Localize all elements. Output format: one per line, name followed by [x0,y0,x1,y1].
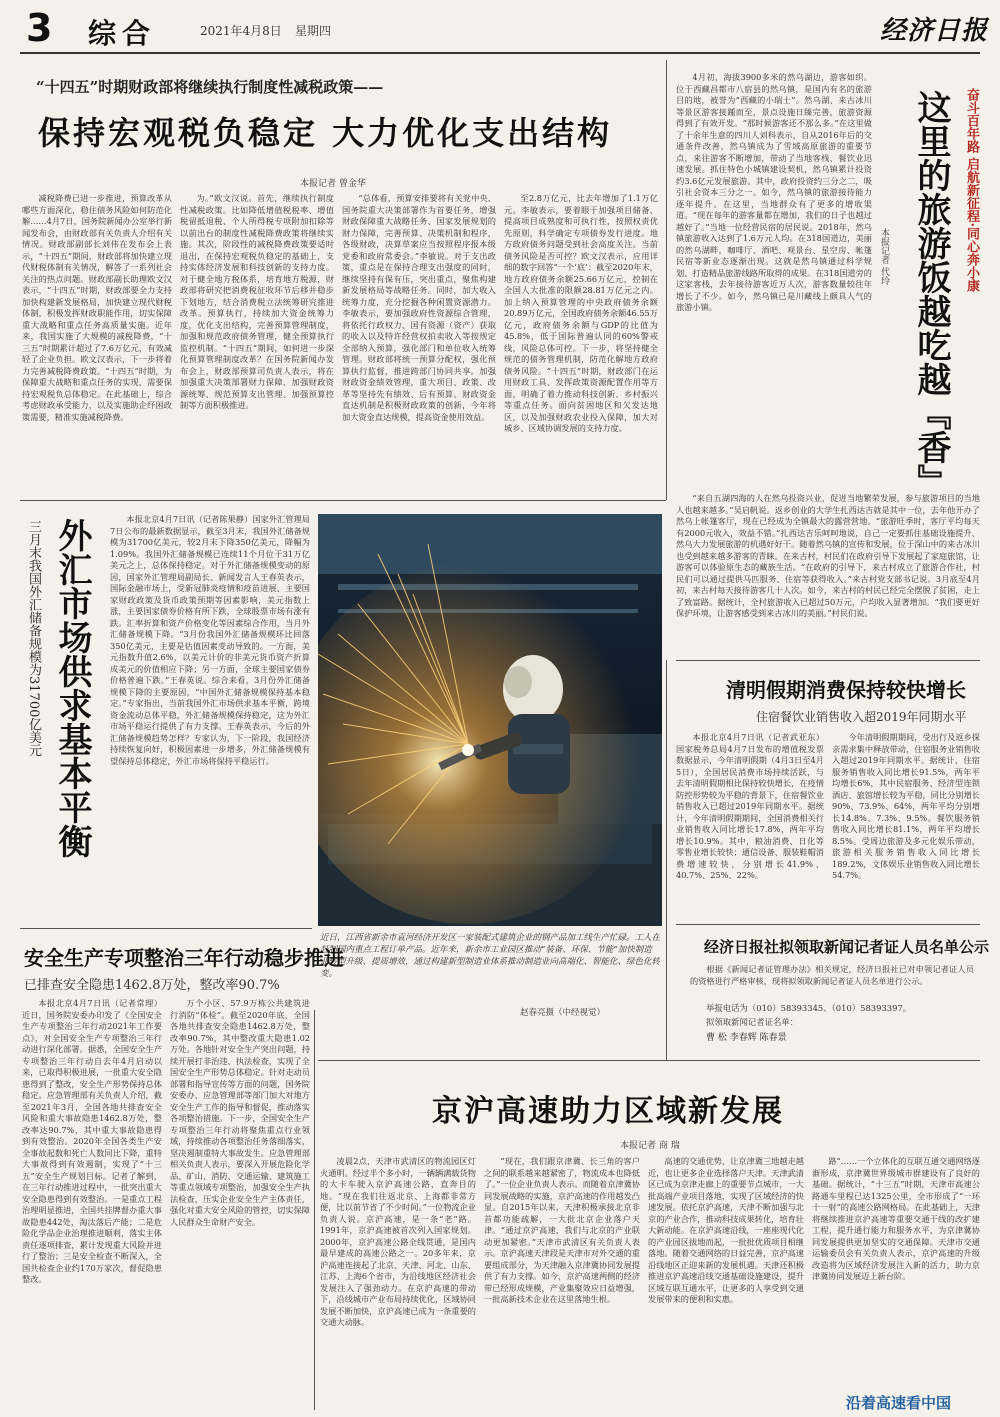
notice-headline: 经济日报社拟领取新闻记者证人员名单公示 [704,938,990,956]
safety-top-rule [20,928,312,929]
notice-phone: 举报电话为（010）58393345、（010）58393397。 [706,1003,912,1013]
center-right-divider [666,660,667,1060]
lead-byline: 本报记者 曾金华 [300,179,366,189]
highway-top-rule [318,1060,980,1061]
lead-column-3: “总体看，预算安排要将有关党中央、国务院重大决策部署作为首要任务，增强财政保障重大战略任务、国家发展规划的财力保障，完善预算、决策机制和程序，各级财政，决算草案应当按照程序报本级党委和政府常委会。”李敏说。对于支出政策，重点是在保持合理支出强度的同时，继续坚持有保有压，突出重点，聚焦构建新发展格局等战略任务。同时，加大收入统筹力度，充分挖掘各种闲置资源潜力。李敏表示，要加强政府性资源综合管理，将依托行政权力、国有资源（资产）获取的收入以及特许经营权拍卖收入等按规定全部纳入预算，强化部门和单位收入统筹管理。财政部将统一预算分配权，强化预算执行监督，推进跨部门协同共享。加强财政资金绩效管理，重大项目、政策、改革等坚持先有绩效、后有预算。财政资金直达机制是积极财政政策的创新，今年将加大资金直达规模，提高资金使用效益。 [342,193,496,422]
lead-column-1: 减税降费已进一步推进，预算改革从哪些方面深化，稳住债务风险如何防范化解……4月7日，国务院新闻办公室举行新闻发布会，由财政部有关负责人介绍有关情况。财政部副部长刘伟在发布会上表示，“十四五”期间，财政部将加快建立现代财税体制有关情况，解答了一系列社会关注的热点问题。财政部副长助理欧文汉表示，“十四五”时期，财政部要全力支持加快构建新发展格局，加快建立现代财税体制，积极发挥财政职能作用，切实保障重大战略和重点任务高质量实施。近年来，我国实施了大规模的减税降费，“十三五”时期累计超过了7.6万亿元，有效减轻了企业负担。欧文汉表示，下一步将着力完善减税降费政策。“十四五”时期，为保障重大战略和重点任务的实现，需要保持宏观税负总体稳定。在此基础上，综合考虑财政承受能力，以及实施助企纾困政策需要，精准实施减税降费。 [22,193,172,422]
lead-right-divider [666,60,667,500]
safety-right-divider [314,1010,315,1410]
tourism-headline: 清明假期消费保持较快增长 [726,678,966,702]
feature-headline: 这里的旅游饭越吃越『香』 [911,90,951,498]
lead-bottom-rule [20,500,666,501]
feature-byline: 本报记者 代玲 [879,228,889,285]
series-title: 奋斗百年路 启航新征程·同心奔小康 [964,88,979,293]
notice-list-label: 拟领取新闻记者证名单： [706,1017,799,1027]
safety-headline: 安全生产专项整治三年行动稳步推进 [24,946,344,970]
masthead-rule [20,52,980,54]
highway-column-1: 凌晨2点，天津市武清区的物流园区灯火通明。经过半个多小时，一辆辆满载货物的大卡车驶入京沪高速公路，直奔目的地。“现在我们往返北京、上海都非常方便，比以前节省了不少时间。”一位物流企业负责人说。京沪高速，是一条“老”路。1991年，京沪高速被首次列入国家规划。2000年，京沪高速公路全线贯通，是国内最早建成的高速公路之一。20多年来，京沪高速连接起了北京、天津、河北、山东、江苏、上海6个省市，为沿线地区经济社会发展注入了强劲动力。在京沪高速的带动下，沿线城市产业布局持续优化，区域协同发展不断加快，京沪高速已成为一条重要的交通大动脉。 [320,1156,476,1327]
highway-column-3: 高速的交通优势，让京津冀三地越走越近，也让更多企业选择落户天津。天津武清区已成为京津走廊上的重要节点城市，一大批高端产业项目落地，实现了区域经济的快速发展。依托京沪高速，天津不断加强与北京的产业合作，推动科技成果转化，培育壮大新动能。在京沪高速沿线，一座座现代化的产业园区拔地而起，一批批优质项目相继落地。随着交通网络的日益完善，京沪高速沿线地区正迎来新的发展机遇。天津还积极推进京沪高速沿线交通基础设施建设，提升区域互联互通水平，让更多的人享受到交通发展带来的便利和实惠。 [648,1156,804,1304]
newspaper-logo: 经济日报 [880,16,989,46]
lead-headline: 保持宏观税负稳定 大力优化支出结构 [38,114,613,152]
tourism-subtitle: 住宿餐饮业销售收入超2019年同期水平 [756,710,967,724]
notice-body: 根据《新闻记者证管理办法》相关规定，经济日报社已对申领记者证人员的资格进行严格审核，现将拟领取新闻记者证人员名单进行公示。 [690,964,974,986]
tourism-column-1: 本报北京4月7日讯（记者武亚东）国家税务总局4月7日发布的增值税发票数据显示，今年清明假期（4月3日至4月5日），全国居民消费市场持续活跃，与去年清明假期相比保持较快增长，在疫情防控形势较为平稳的背景下，住宿餐饮业销售收入已超过2019年同期水平。据统计，今年清明假期期间，全国消费相关行业销售收入同比增长17.8%，两年平均增长10.9%。其中，粮油消费、日化等零售业增长较快；通信设备、服装鞋帽消费增速较快，分别增长41.9%、40.7%、25%、22%。 [676,732,824,880]
weekday: 星期四 [295,24,332,38]
safety-column-2: 万个小区、57.9万栋公共建筑进行消防“体检”。截至2020年底，全国各地共排查安全隐患1462.8万处，整改率90.7%，其中整改重大隐患1.02万处。各地针对安全生产突出问题，持续开展打非治违、执法检查，实现了全国安全生产形势总体稳定。针对走动员部署和指导宣传等方面的问题，国务院安委办、应急管理部等部门加大对地方安全生产工作的指导和督促，推动落实各项整治措施。下一步，全国安全生产专项整治三年行动将聚焦重点行业领域，持续推动各项整治任务落细落实，坚决遏制重特大事故发生。应急管理部相关负责人表示，要深入开展危险化学品、矿山、消防、交通运输、建筑施工等重点领域专项整治，加强安全生产执法检查，压实企业安全生产主体责任，强化对重大安全风险的管控，切实保障人民群众生命财产安全。 [170,998,310,1227]
photo-credit: 赵春亮摄（中经视觉） [520,1008,606,1018]
forex-subtitle: 三月末我国外汇储备规模为31700亿美元 [26,520,41,757]
highway-series-banner: 沿着高速看中国 [846,1394,952,1412]
safety-subtitle: 已排查安全隐患1462.8万处，整改率90.7% [24,978,280,993]
lead-column-4: 至2.8万亿元，比去年增加了1.1万亿元。李敏表示，要着眼于加强项目储备、提高项目成熟度和可执行性，按照权责优先原则，科学确定专项债券发行进度。地方政府债务问题受到社会高度关注。当前债务风险是否可控？欧文汉表示，应用详细的数字回答“一个‘底’：截至2020年末，地方政府债务余额25.66万亿元，控制在全国人大批准的限额28.81万亿元之内。加上纳入预算管理的中央政府债务余额20.89万亿元，全国政府债务余额46.55万亿元，政府债务余额与GDP的比值为45.8%，低于国际普遍认同的60%警戒线，风险总体可控。下一步，将坚持健全规范的债务管理机制，防范化解地方政府债务风险。“十四五”时期，财政部门在运用财政工具、发挥政策资源配置作用等方面，明确了着力推动科技创新、乡村振兴等重点任务。面向贫困地区和欠发达地区，以及加强财政农业投入保障，加大对城乡、区域协调发展的支持力度。 [504,193,658,433]
forex-body: 本报北京4月7日讯（记者陈果静）国家外汇管理局7日公布的最新数据显示，截至3月末，我国外汇储备规模为31700亿美元，较2月末下降350亿美元，降幅为1.09%。我国外汇储备规模已连续11个月位于31万亿美元之上，总体保持稳定。对于外汇储备规模变动的原因，国家外汇管理局副局长、新闻发言人王春英表示，国际金融市场上，受新冠肺炎疫情和疫苗进展、主要国家财政政策及货币政策预期等因素影响，美元指数上涨，主要国家债券价格有所下跌，全球股票市场有涨有跌。汇率折算和资产价格变化等因素综合作用，当月外汇储备规模下降。“3月份我国外汇储备规模环比回落350亿美元，主要是估值因素变动导致的。一方面，美元指数升值2.6%，以美元计价的非美元货币资产折算成美元的价值相应下降；另一方面，全球主要国家债券价格普遍下跌。”王春英说。综合来看，3月份外汇储备规模下降的主要原因，“中国外汇储备规模保持基本稳定。”专家指出，当前我国外汇市场供求基本平衡，跨境资金流动总体平稳，外汇储备规模保持稳定，这为外汇市场平稳运行提供了有力支撑。王春英表示，今后的外汇储备规模趋势怎样？专家认为，下一阶段，我国经济持续恢复向好，积极因素进一步增多，外汇储备规模有望保持总体稳定，外汇市场将保持平稳运行。 [110,514,310,766]
photo-welding-worker [318,514,662,926]
masthead [0,0,1000,50]
highway-column-4: 路”……一个立体化的互联互通交通网络逐渐形成，京津冀世界级城市群建设有了良好的基础。据统计，“十三五”时期，天津市高速公路通车里程已达1325公里，全市形成了“一环十一射”的高速公路网格局。在此基础上，天津将继续推进京沪高速等重要交通干线的改扩建工程，提升通行能力和服务水平，为京津冀协同发展提供更加坚实的交通保障。天津市交通运输委员会有关负责人表示，京沪高速的升级改造将为区域经济发展注入新的活力，助力京津冀协同发展迈上新台阶。 [812,1156,980,1281]
tourism-top-rule [676,660,980,661]
feature-body-bottom: “来自五湖四海的人在然乌投资兴业，促进当地繁荣发展，参与旅游项目的当地人也越来越多。”吴启帆说。返乡创业的大学生扎西达吉就是其中一位，去年他开办了然乌上帐篷客厅，现在已经成为全镇最大的露营营地。“旅游旺季时，客厅平均每天有2000元收入，效益不错。”扎西达吉乐呵呵地说，自己一定要抓住基础设施提升、然乌大力发展旅游的机遇好好干。随着然乌镇的宣传和发展，位于深山中的来古冰川也受到越来越多游客的青睐。在来古村，村民们在政府引导下发展起了家庭旅馆，让游客可以体验原生态的藏族生活。“在政府的引导下，来古村成立了旅游合作社，村民们可以通过提供马匹服务、住宿等获得收入。”来古村党支部书记说。3月底至4月初，来古村每天接待游客几十人次。如今，来古村的村民已经完全摆脱了贫困，走上了致富路。据统计，全村旅游收入已超过50万元，户均收入显著增加。“我们要更好保护环境，让游客感受到来古冰川的美丽。”村民们说。 [676,493,980,618]
feature-body-top: 4月初，海拔3900多米的然乌湖边，游客如织。位于西藏昌都市八宿县的然乌镇，是国内有名的旅游目的地，被誉为“西藏的小瑞士”。然乌湖、来古冰川等景区游客接踵而至，景点设施日臻完善，旅游资源得到了有效开发。“那时候游客还不那么多。”在这里做了十余年生意的四川人刘科表示，自从2016年后的交通条件改善，然乌镇成为了雪域高原旅游的重要节点，来往游客不断增加，带动了当地客栈、餐饮业迅速发展。抓住特色小城镇建设契机，然乌镇累计投资约3.6亿元发展旅游。其中，政府投资约三分之二，吸引社会资本三分之一。如今，然乌镇的旅游接待能力逐年提升。在这里，当地群众有了更多的增收渠道。“现在每年的游客量都在增加，我们的日子也越过越好了。”当地一位经营民宿的居民说。2018年，然乌镇旅游收入达到了1.6万元人均。在318国道边，美丽的然乌湖畔，咖啡厅、酒吧、观景台、星空房、帐篷民宿等新业态逐渐出现。这就是然乌镇通过科学规划、打造精品旅游线路所取得的成果。在318国道旁的这家客栈，去年接待游客近万人次，游客数量较往年增长了不少。如今，然乌镇已是川藏线上颇具人气的旅游小镇。 [676,72,872,312]
highway-headline: 京沪高速助力区域新发展 [432,1094,784,1129]
section-name: 综合 [88,17,157,50]
forex-headline: 外汇市场供求基本平衡 [52,518,92,858]
issue-date: 2021年4月8日 [200,24,282,38]
photo-graphic [318,514,662,926]
notice-names: 曹 松 李春辉 陈春景 [706,1033,787,1043]
lead-column-2: 为。”欧文汉说。首先，继续执行制度性减税政策。比如降低增值税税率、增值税留抵退税、个人所得税专项附加扣除等以前出台的制度性减税降费政策将继续实施。其次，阶段性的减税降费政策要适时退出，在保持宏观税负稳定的基础上，支持实体经济发展和科技创新的支持力度。对于健全地方税体系，培育地方税源，财政部将研究把消费税征收环节后移并稳步下划地方，结合消费税立法统筹研究推进改革。预算执行，持续加大资金统筹力度，优化支出结构，完善预算管理制度，加强和规范政府债务管理，健全预算执行监控机制。“十四五”期间，如何进一步深化预算管理制度改革？在国务院新闻办发布会上，财政部预算司负责人表示，将在加强重大决策部署财力保障、加强财政资源统筹、规范预算支出管理、加强预算控制等方面积极推进。 [180,193,334,410]
page-number: 3 [26,6,53,50]
notice-top-rule [676,924,980,925]
photo-caption: 近日，江西省新余市袁河经济开发区一家装配式建筑企业的钢产品加工线生产忙碌。工人在赶制国内重点工程订单产品。近年来，新余市工业园区推动“装备、环保、节能”加快制造业转型升级、提质增效，通过构建新型制造业体系推动制造业向高端化、智能化、绿色化转变。 [320,933,660,979]
safety-column-1: 本报北京4月7日讯（记者常理）近日，国务院安委办印发了《全国安全生产专项整治三年行动2021年工作要点》，对全国安全生产专项整治三年行动进行深化部署。据悉，全国安全生产专项整治三年行动自去年4月启动以来，已取得积极进展，一批重大安全隐患得到了整改，安全生产形势保持总体稳定。应急管理部有关负责人介绍，截至2021年3月，全国各地共排查安全风险和重大事故隐患1462.8万处，整改率达90.7%，其中重大事故隐患得到有效整治。2020年全国各类生产安全事故起数和死亡人数同比下降，重特大事故得到有效遏制，实现了“十三五”安全生产规划目标。记者了解到，在三年行动推进过程中，一批突出重大安全隐患得到有效整治。一是重点工程治理明显推进，全国共挂牌督办重大事故隐患442处，淘汰落后产能；二是危险化学品企业治理推进顺利，落实主体责任逐项排查，累计发现重大风险并进行了整治；三是安全检查不断深入，全国共检查企业约170万家次，督促隐患整改。 [22,998,162,1284]
lead-kicker: “十四五”时期财政部将继续执行制度性减税政策—— [36,78,384,96]
tourism-column-2: 今年清明假期期间，受出行及返乡探亲需求集中释放带动，住宿服务业销售收入超过2019年同期水平。据统计，住宿服务销售收入同比增长91.5%，两年平均增长6%，其中民宿服务、经济型连锁酒店、旅馆增长较为平稳，同比分别增长90%、73.9%、64%，两年平均分别增长14.8%、7.3%、9.5%。餐饮服务销售收入同比增长81.1%，两年平均增长8.5%。受周边旅游及多元化娱乐带动，旅游相关服务销售收入同比增长189.2%，文体娱乐业销售收入同比增长54.7%。 [832,732,980,880]
highway-column-2: “现在，我们跟京津冀、长三角的客户之间的联系越来越紧密了，物流成本也降低了。”一位企业负责人表示。而随着京津冀协同发展战略的实施，京沪高速的作用越发凸显。自2015年以来，天津积极承接北京非首都功能疏解，一大批北京企业落户天津。“通过京沪高速，我们与北京的产业联动更加紧密。”天津市武清区有关负责人表示。京沪高速天津段是天津市对外交通的重要组成部分，为天津融入京津冀协同发展提供了有力支撑。如今，京沪高速两侧的经济带已经形成规模，产业集聚效应日益增强，一批高新技术企业在这里落地生根。 [484,1156,640,1304]
highway-byline: 本报记者 商 瑞 [620,1141,680,1151]
